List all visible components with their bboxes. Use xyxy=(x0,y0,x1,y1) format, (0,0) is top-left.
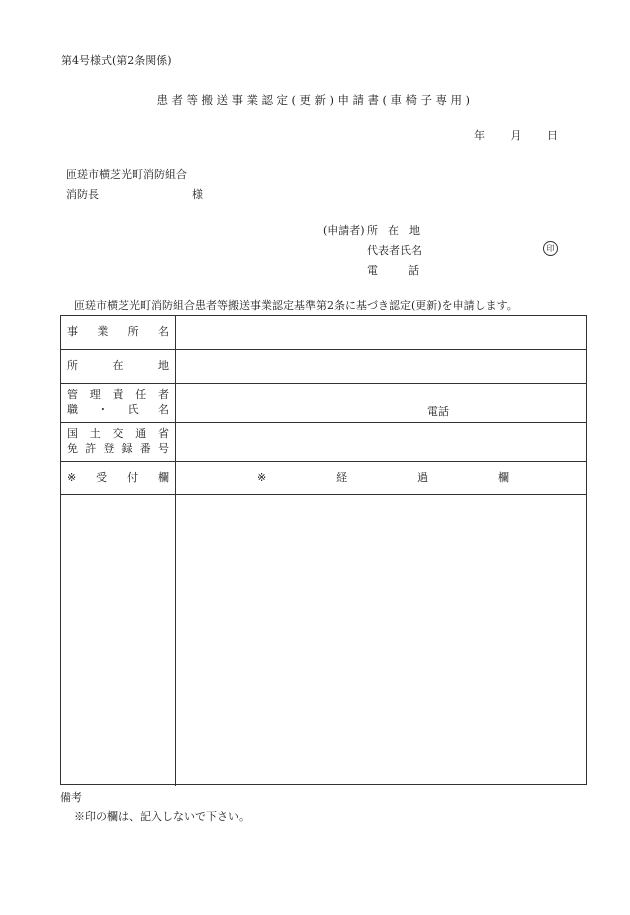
addressee-title: 消防長 xyxy=(66,188,99,201)
manager-field[interactable] xyxy=(177,385,586,421)
label-character: 録 xyxy=(121,442,133,455)
applicant-prefix: (申請者) xyxy=(323,224,365,237)
label-character: 経 xyxy=(336,471,348,484)
label-character: 欄 xyxy=(157,471,169,484)
label-character: 者 xyxy=(158,388,169,401)
label-character: 在 xyxy=(112,359,124,372)
label-character: 欄 xyxy=(497,471,509,484)
label-character: 付 xyxy=(127,471,139,484)
office-name-label xyxy=(67,325,169,339)
label-character: 任 xyxy=(135,388,147,401)
label-character: 受 xyxy=(96,471,108,484)
application-statement: 匝瑳市横芝光町消防組合患者等搬送事業認定基準第2条に基づき認定(更新)を申請します。 xyxy=(74,299,518,312)
label-character: 土 xyxy=(89,427,101,440)
addressee-organization: 匝瑳市横芝光町消防組合 xyxy=(66,168,187,181)
applicant-phone-label: 電話 xyxy=(367,264,449,277)
label-character: 免 xyxy=(67,442,78,455)
reception-column xyxy=(62,496,174,784)
label-character: 省 xyxy=(158,427,169,440)
remarks-note: ※印の欄は、記入しないで下さい。 xyxy=(74,810,250,823)
table-column-divider xyxy=(175,316,176,786)
label-character: 所 xyxy=(67,359,78,372)
label-character: 氏 xyxy=(127,403,139,416)
label-character: 所 xyxy=(127,325,139,338)
location-label xyxy=(67,359,169,373)
table-row-divider xyxy=(61,494,586,495)
addressee-honorific: 様 xyxy=(192,188,203,201)
label-character: 事 xyxy=(67,325,78,338)
registration-label-line2 xyxy=(67,442,169,456)
date-year-label: 年 xyxy=(474,129,485,142)
label-character: 業 xyxy=(97,325,109,338)
manager-phone-label: 電話 xyxy=(427,405,449,418)
label-character: 番 xyxy=(139,442,151,455)
registration-field[interactable] xyxy=(177,424,586,460)
seal-mark: 印 xyxy=(543,241,558,256)
label-character: 職 xyxy=(67,403,78,416)
label-character: ※ xyxy=(67,471,77,484)
date-day-label: 日 xyxy=(547,129,558,142)
table-row-divider xyxy=(61,383,586,384)
label-character: 名 xyxy=(157,325,169,338)
manager-label-line1 xyxy=(67,388,169,402)
applicant-representative-label: 代表者氏名 xyxy=(367,244,422,257)
label-character: 過 xyxy=(417,471,429,484)
label-character: ・ xyxy=(97,403,109,416)
location-field[interactable] xyxy=(177,351,586,382)
label-character: 理 xyxy=(89,388,101,401)
label-character: 号 xyxy=(157,442,169,455)
manager-label-line2 xyxy=(67,403,169,417)
remarks-heading: 備考 xyxy=(60,791,82,804)
application-table xyxy=(60,315,587,785)
label-character: 責 xyxy=(112,388,124,401)
table-row-divider xyxy=(61,461,586,462)
date-month-label: 月 xyxy=(510,129,522,142)
label-character: 名 xyxy=(157,403,169,416)
form-title: 患者等搬送事業認定(更新)申請書(車椅子専用) xyxy=(156,93,474,107)
label-character: ※ xyxy=(257,471,267,484)
label-character: 許 xyxy=(85,442,97,455)
reception-label xyxy=(67,471,169,485)
form-number: 第4号様式(第2条関係) xyxy=(61,54,172,67)
table-row-divider xyxy=(61,422,586,423)
office-name-field[interactable] xyxy=(177,317,586,348)
registration-label-line1 xyxy=(67,427,169,441)
label-character: 登 xyxy=(103,442,115,455)
progress-column xyxy=(177,496,586,784)
progress-label xyxy=(257,471,509,485)
label-character: 地 xyxy=(158,359,169,372)
label-character: 管 xyxy=(67,388,78,401)
label-character: 通 xyxy=(135,427,147,440)
label-character: 国 xyxy=(67,427,78,440)
applicant-address-label: 所在地 xyxy=(367,224,430,237)
date-line xyxy=(474,127,580,143)
table-row-divider xyxy=(61,349,586,350)
label-character: 交 xyxy=(112,427,124,440)
